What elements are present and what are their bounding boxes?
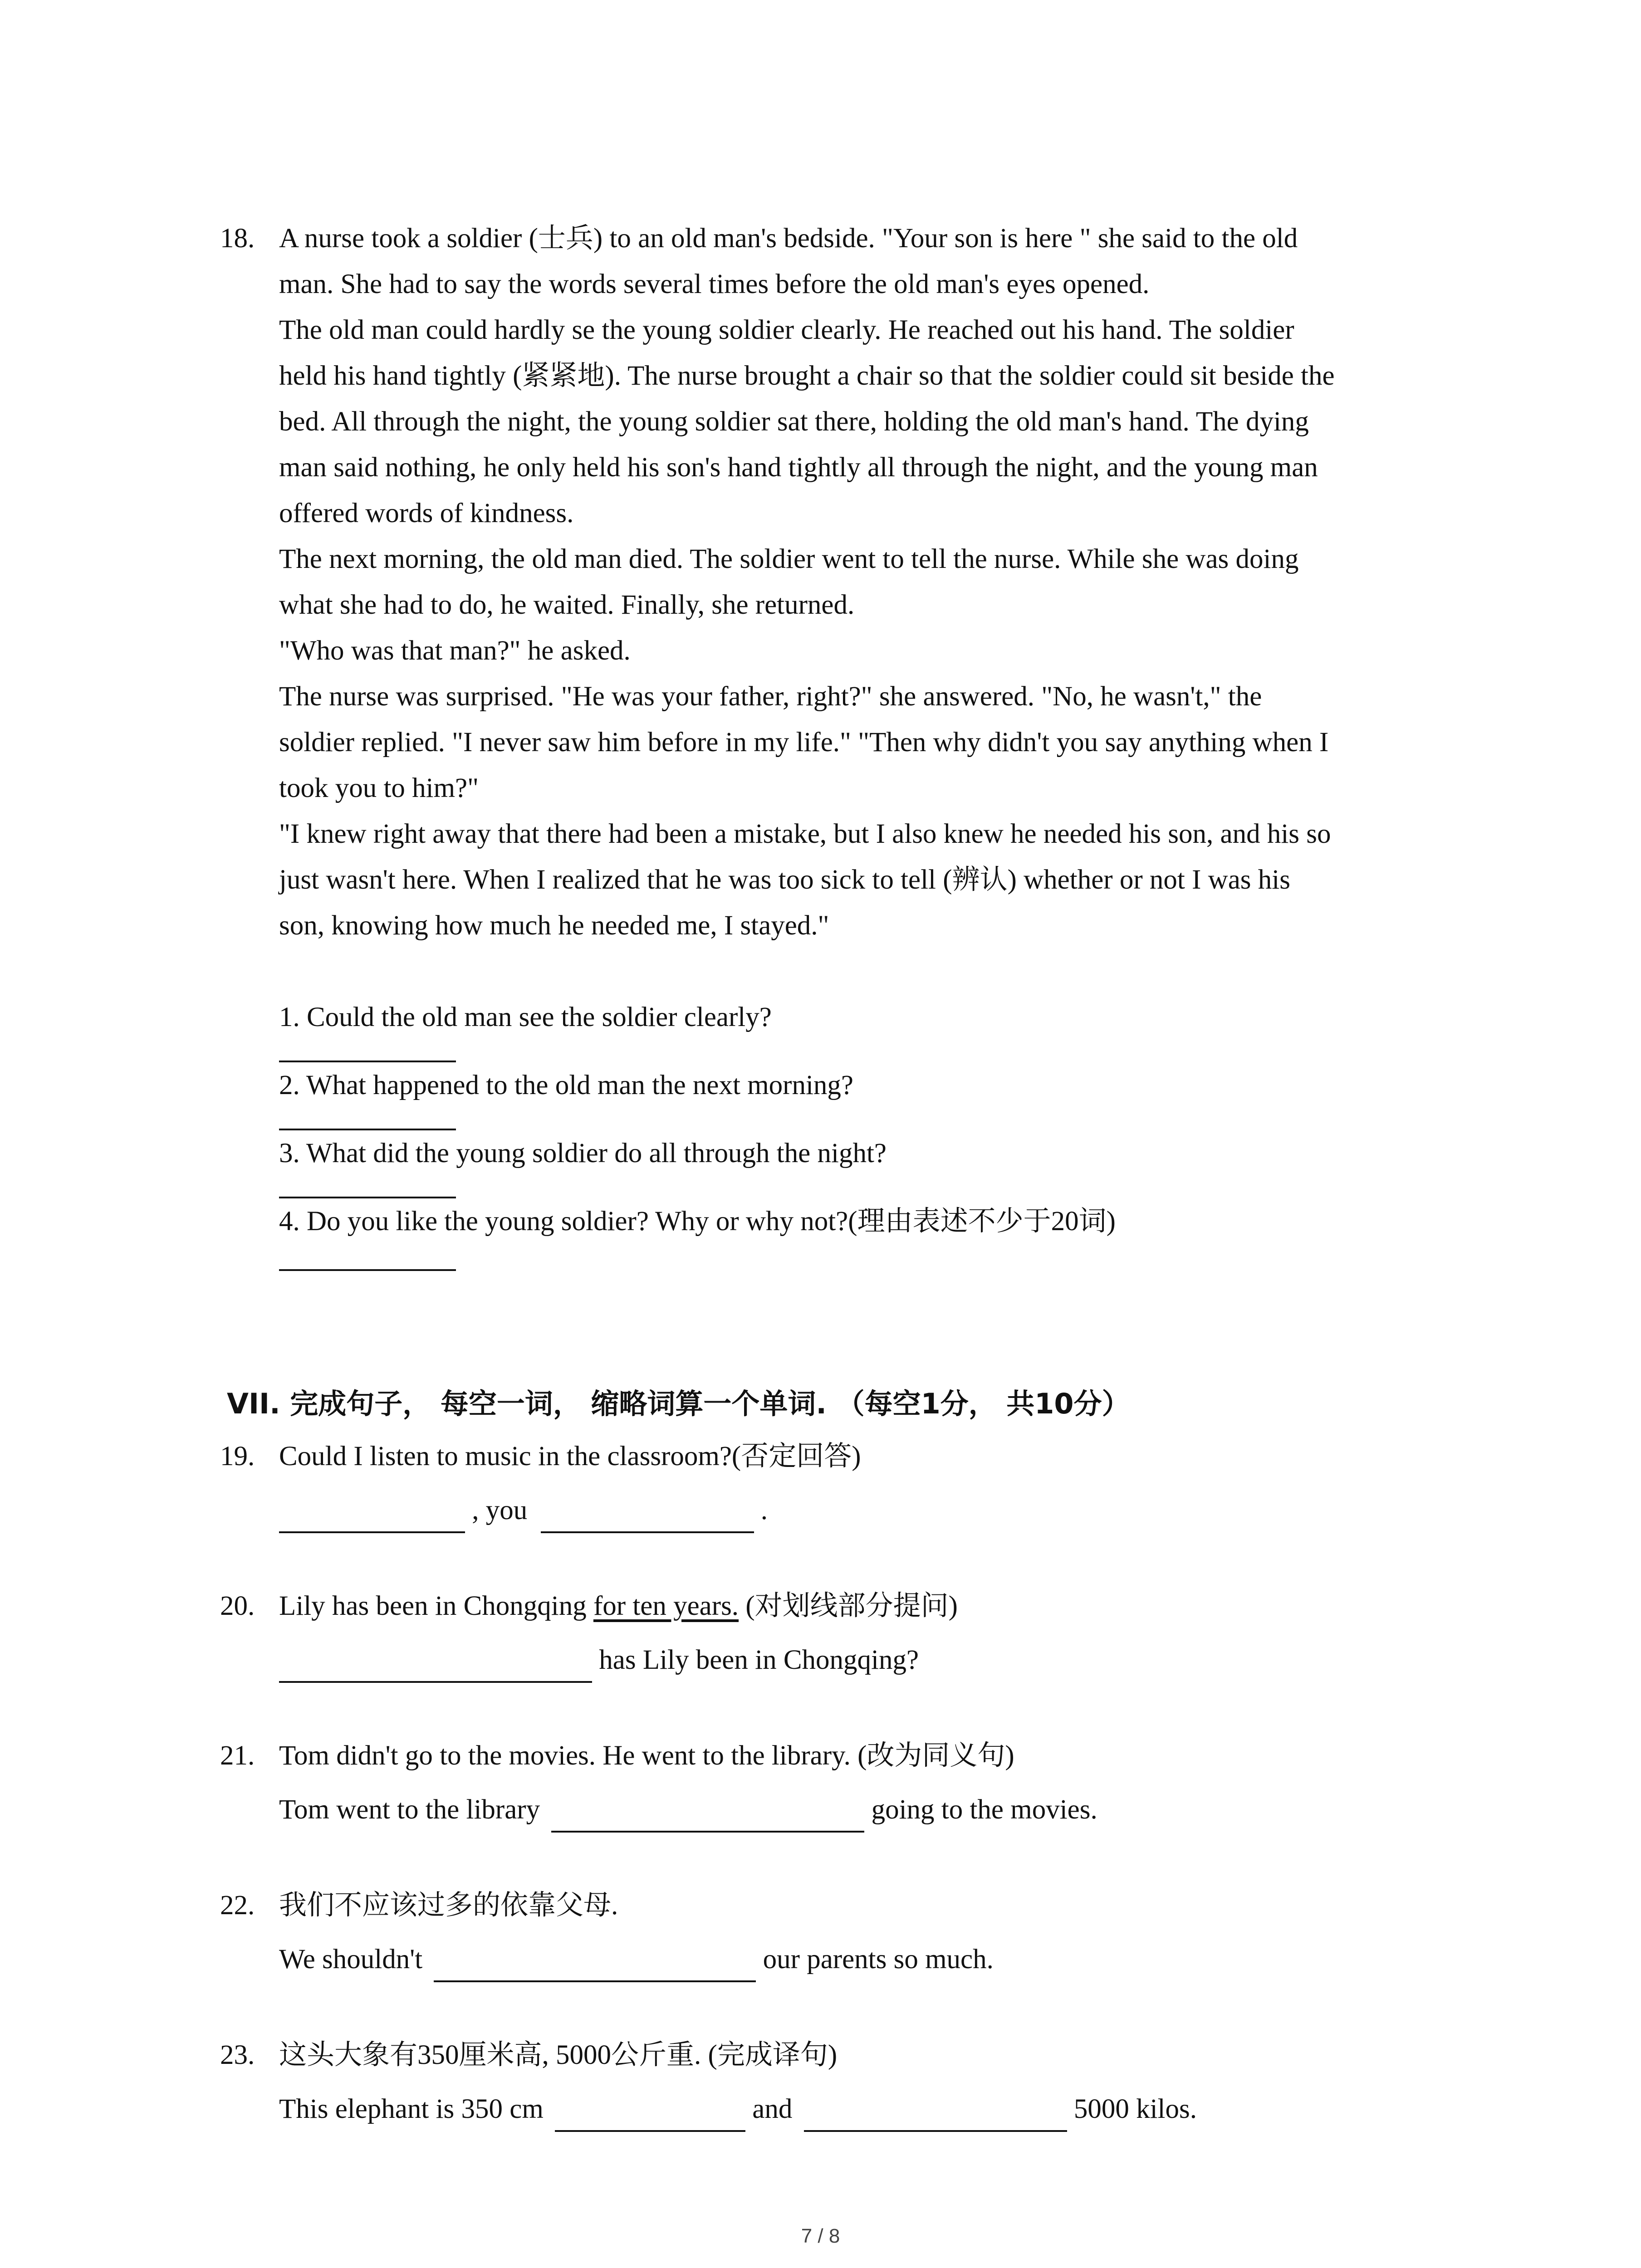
passage-line: The old man could hardly se the young soldier clearly. He reached out his hand. The soldier [279, 315, 1294, 345]
answer-line-1[interactable] [279, 1040, 456, 1062]
answer-text: our parents so much. [763, 1944, 994, 1975]
answer-text: going to the movies. [871, 1794, 1097, 1825]
answer-line-2[interactable] [279, 1108, 456, 1130]
answer-line [279, 2086, 1468, 2132]
answer-text: This elephant is 350 cm [279, 2094, 544, 2124]
comprehension-question-3: 3. What did the young soldier do all through the night? [279, 1138, 887, 1168]
question-number: 19. [220, 1441, 255, 1471]
answer-blank[interactable] [541, 1501, 754, 1533]
passage-line: soldier replied. "I never saw him before in my life." "Then why didn't you say anything when I [279, 727, 1329, 758]
underlined-phrase: for ten years. [593, 1591, 739, 1621]
answer-blank[interactable] [279, 1501, 465, 1533]
answer-line [279, 1787, 1468, 1833]
question-prompt: 我们不应该过多的依靠父母. [279, 1890, 618, 1921]
question-number: 21. [220, 1740, 255, 1771]
question-prompt [279, 1583, 1468, 1629]
passage-line: what she had to do, he waited. Finally, she returned. [279, 590, 855, 620]
answer-line-4[interactable] [279, 1249, 456, 1271]
question-number: 18. [220, 223, 255, 254]
comprehension-question-4: 4. Do you like the young soldier? Why or why not?(理由表述不少于20词) [279, 1206, 1116, 1237]
answer-text: We shouldn't [279, 1944, 423, 1975]
passage-line: The next morning, the old man died. The soldier went to tell the nurse. While she was doing [279, 544, 1299, 574]
answer-blank[interactable] [555, 2099, 745, 2132]
answer-line [279, 1936, 1468, 1982]
answer-blank[interactable] [434, 1950, 756, 1982]
question-number: 23. [220, 2040, 255, 2070]
answer-blank[interactable] [804, 2099, 1067, 2132]
section-vii-heading: VII. 完成句子， 每空一词， 缩略词算一个单词. （每空1分， 共10分） [227, 1387, 1130, 1420]
instruction-text: (对划线部分提问) [745, 1591, 958, 1621]
answer-text: . [760, 1495, 768, 1525]
question-prompt: Tom didn't go to the movies. He went to the library. (改为同义句) [279, 1740, 1014, 1771]
passage-line: A nurse took a soldier (士兵) to an old man's bedside. "Your son is here " she said to the old [279, 223, 1298, 254]
answer-blank[interactable] [279, 1650, 592, 1683]
passage-line: offered words of kindness. [279, 498, 574, 528]
passage-line: took you to him?" [279, 773, 479, 803]
answer-line [279, 1487, 1468, 1533]
answer-line [279, 1637, 1468, 1683]
answer-text: 5000 kilos. [1073, 2094, 1197, 2124]
answer-text: has Lily been in Chongqing? [599, 1645, 919, 1675]
passage-line: man said nothing, he only held his son's hand tightly all through the night, and the young man [279, 452, 1318, 483]
passage-line: man. She had to say the words several times before the old man's eyes opened. [279, 269, 1150, 299]
passage-line: The nurse was surprised. "He was your father, right?" she answered. "No, he wasn't," the [279, 681, 1262, 712]
passage-line: "Who was that man?" he asked. [279, 635, 631, 666]
answer-text: , you [472, 1495, 528, 1525]
passage-line: held his hand tightly (紧紧地). The nurse brought a chair so that the soldier could sit beside the [279, 361, 1335, 391]
comprehension-question-1: 1. Could the old man see the soldier clearly? [279, 1002, 772, 1032]
question-number: 20. [220, 1591, 255, 1621]
passage-line: bed. All through the night, the young soldier sat there, holding the old man's hand. The dying [279, 406, 1309, 437]
answer-blank[interactable] [551, 1800, 864, 1833]
passage-line: just wasn't here. When I realized that he was too sick to tell (辨认) whether or not I was his [279, 865, 1290, 895]
question-prompt: Could I listen to music in the classroom?(否定回答) [279, 1441, 861, 1471]
passage-line: "I knew right away that there had been a mistake, but I also knew he needed his son, and his so [279, 819, 1331, 849]
answer-text: Tom went to the library [279, 1794, 540, 1825]
answer-line-3[interactable] [279, 1176, 456, 1198]
question-prompt: 这头大象有350厘米高, 5000公斤重. (完成译句) [279, 2040, 838, 2070]
answer-text: and [752, 2094, 793, 2124]
question-number: 22. [220, 1890, 255, 1921]
comprehension-question-2: 2. What happened to the old man the next morning? [279, 1070, 853, 1100]
passage-line: son, knowing how much he needed me, I stayed." [279, 910, 829, 941]
reading-passage [279, 215, 1468, 1271]
page-number: 7 / 8 [801, 2225, 840, 2247]
prompt-text: Lily has been in Chongqing [279, 1591, 587, 1621]
